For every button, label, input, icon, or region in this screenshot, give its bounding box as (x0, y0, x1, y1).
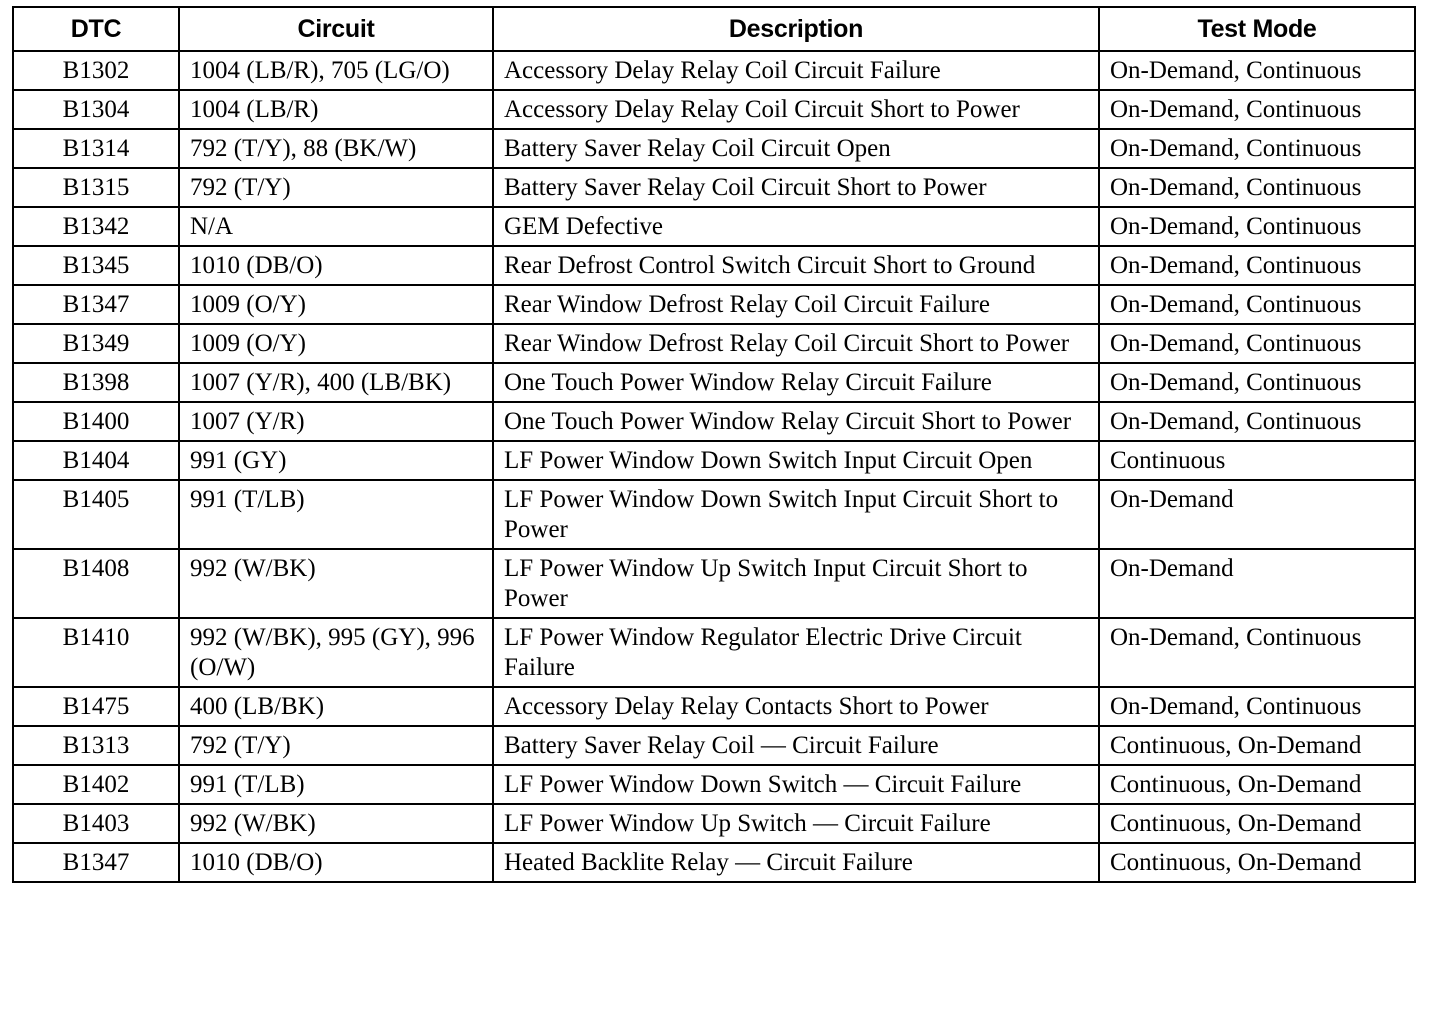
cell-circuit: 991 (T/LB) (179, 765, 493, 804)
cell-dtc: B1314 (13, 129, 179, 168)
table-row (13, 480, 1415, 549)
cell-circuit: 1007 (Y/R), 400 (LB/BK) (179, 363, 493, 402)
cell-dtc: B1408 (13, 549, 179, 618)
table-row (13, 549, 1415, 618)
cell-circuit: 1010 (DB/O) (179, 246, 493, 285)
cell-circuit: 792 (T/Y), 88 (BK/W) (179, 129, 493, 168)
table-row (13, 246, 1415, 285)
cell-description: Rear Defrost Control Switch Circuit Short to Ground (493, 246, 1099, 285)
cell-dtc: B1315 (13, 168, 179, 207)
cell-description: LF Power Window Up Switch — Circuit Failure (493, 804, 1099, 843)
cell-dtc: B1404 (13, 441, 179, 480)
cell-test-mode: On-Demand, Continuous (1099, 618, 1415, 687)
cell-circuit: 1007 (Y/R) (179, 402, 493, 441)
table-row (13, 765, 1415, 804)
table-body (13, 51, 1415, 882)
cell-dtc: B1400 (13, 402, 179, 441)
table-row (13, 804, 1415, 843)
cell-dtc: B1345 (13, 246, 179, 285)
table-row (13, 726, 1415, 765)
cell-test-mode: On-Demand, Continuous (1099, 324, 1415, 363)
cell-dtc: B1398 (13, 363, 179, 402)
cell-description: Battery Saver Relay Coil — Circuit Failure (493, 726, 1099, 765)
header-dtc: DTC (13, 7, 179, 51)
table-row (13, 129, 1415, 168)
cell-dtc: B1347 (13, 843, 179, 882)
cell-circuit: 992 (W/BK) (179, 804, 493, 843)
cell-test-mode: Continuous, On-Demand (1099, 843, 1415, 882)
cell-dtc: B1349 (13, 324, 179, 363)
table-row (13, 441, 1415, 480)
header-row (13, 7, 1415, 51)
cell-circuit: 792 (T/Y) (179, 168, 493, 207)
table-row (13, 618, 1415, 687)
table-row (13, 90, 1415, 129)
cell-test-mode: Continuous, On-Demand (1099, 765, 1415, 804)
cell-test-mode: On-Demand (1099, 549, 1415, 618)
table-row (13, 324, 1415, 363)
cell-circuit: 1004 (LB/R), 705 (LG/O) (179, 51, 493, 90)
header-test-mode: Test Mode (1099, 7, 1415, 51)
table-row (13, 843, 1415, 882)
cell-test-mode: On-Demand, Continuous (1099, 363, 1415, 402)
cell-dtc: B1304 (13, 90, 179, 129)
cell-dtc: B1403 (13, 804, 179, 843)
cell-circuit: 992 (W/BK) (179, 549, 493, 618)
table-row (13, 363, 1415, 402)
cell-test-mode: On-Demand, Continuous (1099, 129, 1415, 168)
dtc-table (12, 6, 1416, 883)
cell-test-mode: On-Demand, Continuous (1099, 51, 1415, 90)
cell-dtc: B1347 (13, 285, 179, 324)
cell-description: Rear Window Defrost Relay Coil Circuit Short to Power (493, 324, 1099, 363)
table-row (13, 207, 1415, 246)
table-header (13, 7, 1415, 51)
cell-description: GEM Defective (493, 207, 1099, 246)
cell-circuit: 400 (LB/BK) (179, 687, 493, 726)
cell-description: Rear Window Defrost Relay Coil Circuit Failure (493, 285, 1099, 324)
cell-circuit: N/A (179, 207, 493, 246)
cell-test-mode: On-Demand, Continuous (1099, 246, 1415, 285)
cell-dtc: B1302 (13, 51, 179, 90)
cell-test-mode: On-Demand, Continuous (1099, 285, 1415, 324)
cell-circuit: 1010 (DB/O) (179, 843, 493, 882)
cell-dtc: B1405 (13, 480, 179, 549)
cell-description: LF Power Window Down Switch Input Circuit Short to Power (493, 480, 1099, 549)
cell-dtc: B1342 (13, 207, 179, 246)
cell-description: One Touch Power Window Relay Circuit Short to Power (493, 402, 1099, 441)
cell-dtc: B1313 (13, 726, 179, 765)
cell-description: Heated Backlite Relay — Circuit Failure (493, 843, 1099, 882)
cell-description: LF Power Window Down Switch Input Circuit Open (493, 441, 1099, 480)
cell-description: LF Power Window Regulator Electric Drive Circuit Failure (493, 618, 1099, 687)
cell-description: Accessory Delay Relay Contacts Short to Power (493, 687, 1099, 726)
cell-test-mode: Continuous, On-Demand (1099, 804, 1415, 843)
table-row (13, 402, 1415, 441)
cell-description: Battery Saver Relay Coil Circuit Short to Power (493, 168, 1099, 207)
header-description: Description (493, 7, 1099, 51)
table-row (13, 687, 1415, 726)
cell-test-mode: On-Demand, Continuous (1099, 168, 1415, 207)
cell-test-mode: On-Demand, Continuous (1099, 402, 1415, 441)
cell-test-mode: Continuous, On-Demand (1099, 726, 1415, 765)
cell-description: Battery Saver Relay Coil Circuit Open (493, 129, 1099, 168)
cell-circuit: 1009 (O/Y) (179, 324, 493, 363)
cell-circuit: 992 (W/BK), 995 (GY), 996 (O/W) (179, 618, 493, 687)
cell-test-mode: On-Demand, Continuous (1099, 207, 1415, 246)
header-circuit: Circuit (179, 7, 493, 51)
cell-circuit: 1004 (LB/R) (179, 90, 493, 129)
cell-description: One Touch Power Window Relay Circuit Failure (493, 363, 1099, 402)
cell-dtc: B1402 (13, 765, 179, 804)
cell-circuit: 991 (GY) (179, 441, 493, 480)
cell-test-mode: Continuous (1099, 441, 1415, 480)
cell-test-mode: On-Demand, Continuous (1099, 687, 1415, 726)
cell-circuit: 1009 (O/Y) (179, 285, 493, 324)
cell-description: Accessory Delay Relay Coil Circuit Short to Power (493, 90, 1099, 129)
cell-dtc: B1410 (13, 618, 179, 687)
cell-description: LF Power Window Down Switch — Circuit Failure (493, 765, 1099, 804)
cell-test-mode: On-Demand, Continuous (1099, 90, 1415, 129)
cell-description: Accessory Delay Relay Coil Circuit Failure (493, 51, 1099, 90)
table-row (13, 168, 1415, 207)
cell-dtc: B1475 (13, 687, 179, 726)
cell-description: LF Power Window Up Switch Input Circuit Short to Power (493, 549, 1099, 618)
table-row (13, 285, 1415, 324)
cell-circuit: 991 (T/LB) (179, 480, 493, 549)
table-row (13, 51, 1415, 90)
cell-test-mode: On-Demand (1099, 480, 1415, 549)
cell-circuit: 792 (T/Y) (179, 726, 493, 765)
